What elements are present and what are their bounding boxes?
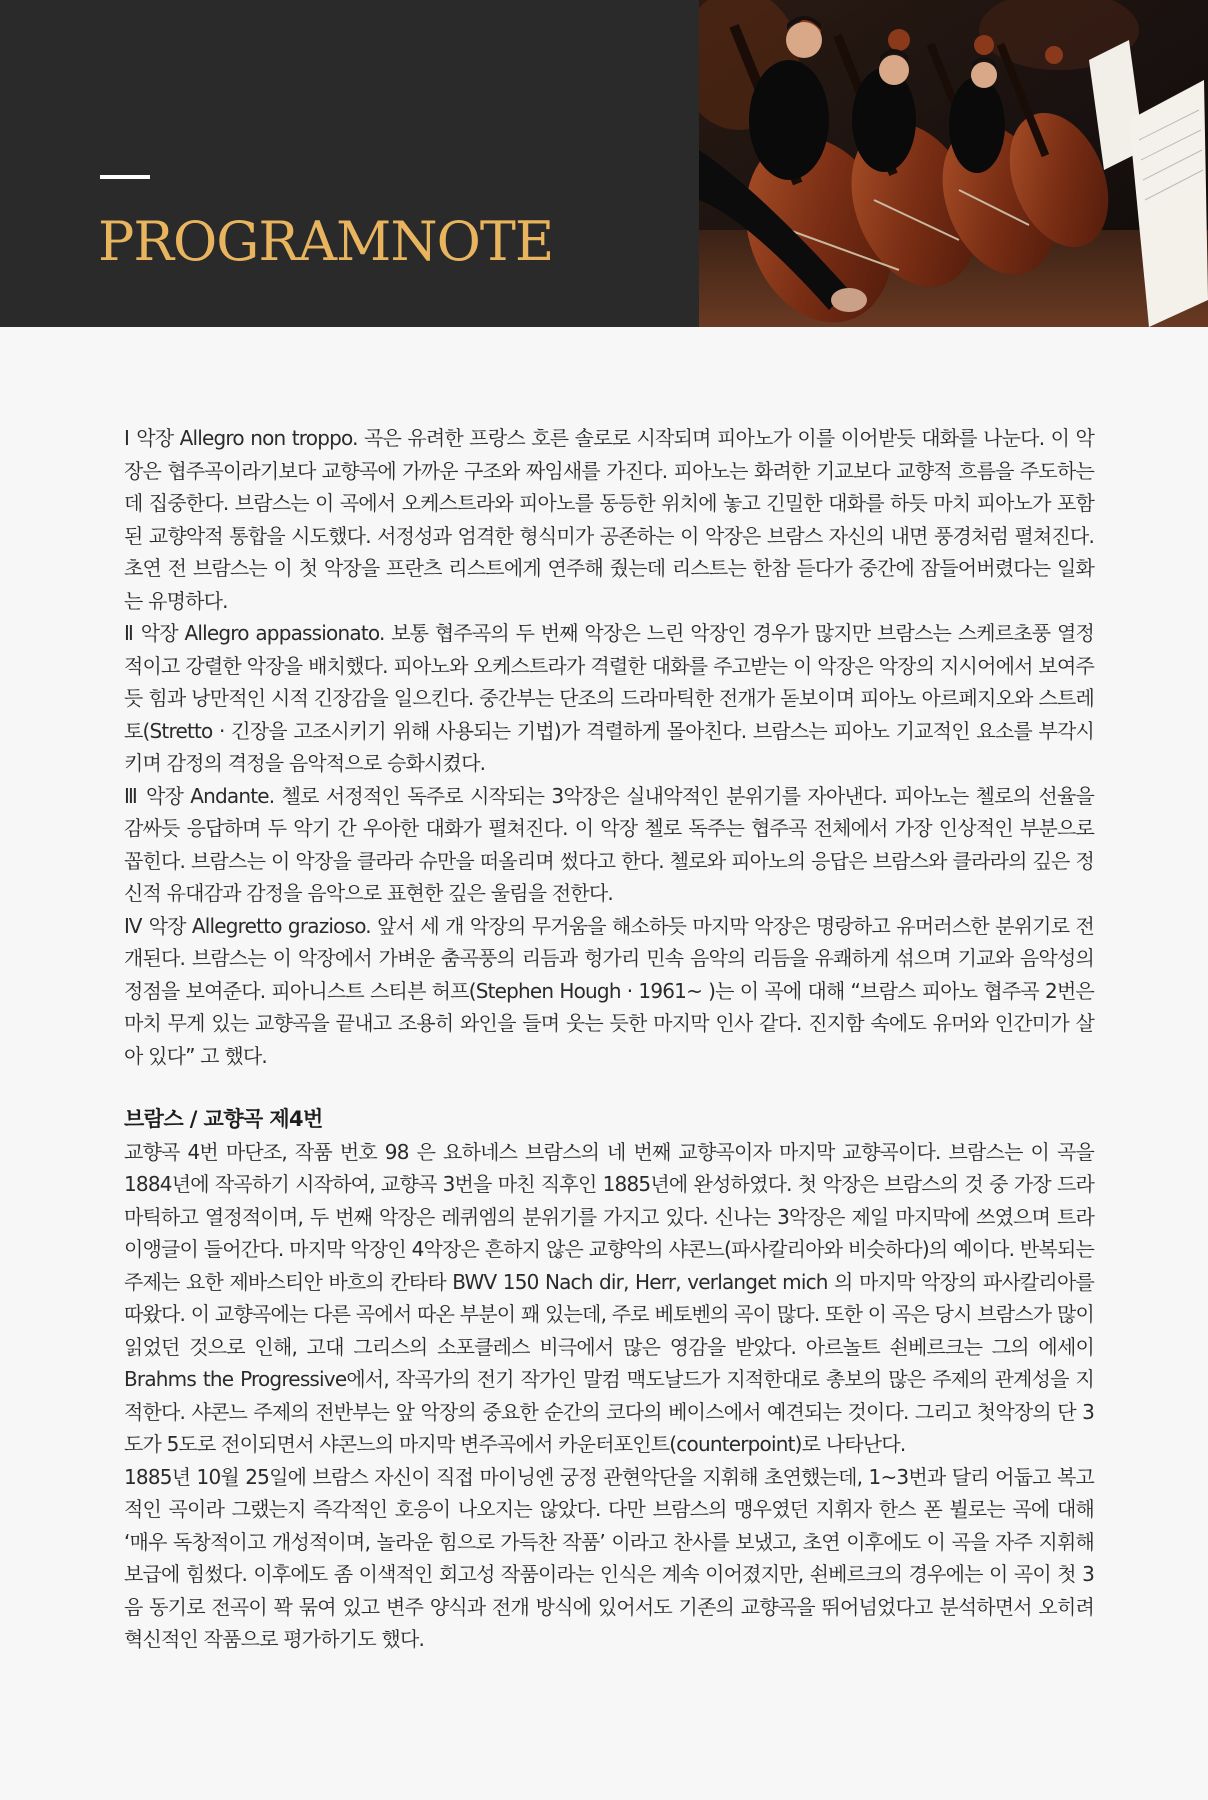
header-banner xyxy=(0,0,1208,327)
symphony-paragraph-1: 교향곡 4번 마단조, 작품 번호 98 은 요하네스 브람스의 네 번째 교향곡이자 마지막 교향곡이다. 브람스는 이 곡을 1884년에 작곡하기 시작하여, 교향곡 3번을 마친 직후인 1885년에 완성하였다. 첫 악장은 브람스의 것 중 가장 드라마틱하고 열정적이며, 두 번째 악장은 레퀴엠의 분위기를 가지고 있다. 신나는 3악장은 제일 마지막에 쓰였으며 트라이앵글이 들어간다. 마지막 악장인 4악장은 흔하지 않은 교향악의 샤콘느(파사칼리아와 비슷하다)의 예이다. 반복되는 주제는 요한 제바스티안 바흐의 칸타타 BWV 150 Nach dir, Herr, verlanget mich 의 마지막 악장의 파사칼리아를 따왔다. 이 교향곡에는 다른 곡에서 따온 부분이 꽤 있는데, 주로 베토벤의 곡이 많다. 또한 이 곡은 당시 브람스가 많이 읽었던 것으로 인해, 고대 그리스의 소포클레스 비극에서 많은 영감을 받았다. 아르놀트 쇤베르크는 그의 에세이 Brahms the Progressive에서, 작곡가의 전기 작가인 말컴 맥도날드가 지적한대로 총보의 많은 주제의 관계성을 지적한다. 샤콘느 주제의 전반부는 앞 악장의 중요한 순간의 코다의 베이스에서 예견되는 것이다. 그리고 첫악장의 단 3도가 5도로 전이되면서 샤콘느의 마지막 변주곡에서 카운터포인트(counterpoint)로 나타난다. xyxy=(124,1139,1094,1456)
program-note-article xyxy=(124,422,1094,1656)
movement-2-paragraph: Ⅱ 악장 Allegro appassionato. 보통 협주곡의 두 번째 악장은 느린 악장인 경우가 많지만 브람스는 스케르초풍 열정적이고 강렬한 악장을 배치했다. 피아노와 오케스트라가 격렬한 대화를 주고받는 이 악장은 악장의 지시어에서 보여주듯 힘과 낭만적인 시적 긴장감을 일으킨다. 중간부는 단조의 드라마틱한 전개가 돋보이며 피아노 아르페지오와 스트레토(Stretto · 긴장을 고조시키기 위해 사용되는 기법)가 격렬하게 몰아친다. 브람스는 피아노 기교적인 요소를 부각시키며 감정의 격정을 음악적으로 승화시켰다. xyxy=(124,621,1094,775)
page-title: PROGRAMNOTE xyxy=(98,210,554,273)
movement-4-paragraph: Ⅳ 악장 Allegretto grazioso. 앞서 세 개 악장의 무거움을 해소하듯 마지막 악장은 명랑하고 유머러스한 분위기로 전개된다. 브람스는 이 악장에서 가벼운 춤곡풍의 리듬과 헝가리 민속 음악의 리듬을 유쾌하게 섞으며 기교와 음악성의 정점을 보여준다. 피아니스트 스티븐 허프(Stephen Hough · 1961~ )는 이 곡에 대해 “브람스 피아노 협주곡 2번은 마치 무게 있는 교향곡을 끝내고 조용히 와인을 들며 웃는 듯한 마지막 인사 같다. 진지함 속에도 유머와 인간미가 살아 있다” 고 했다. xyxy=(124,913,1094,1068)
movement-3-paragraph: Ⅲ 악장 Andante. 첼로 서정적인 독주로 시작되는 3악장은 실내악적인 분위기를 자아낸다. 피아노는 첼로의 선율을 감싸듯 응답하며 두 악기 간 우아한 대화가 펼쳐진다. 이 악장 첼로 독주는 협주곡 전체에서 가장 인상적인 부분으로 꼽힌다. 브람스는 이 악장을 클라라 슈만을 떠올리며 썼다고 한다. 첼로와 피아노의 응답은 브람스와 클라라의 깊은 정신적 유대감과 감정을 음악으로 표현한 깊은 울림을 전한다. xyxy=(124,783,1094,905)
title-dash-decoration xyxy=(100,175,150,179)
movement-1-paragraph: Ⅰ 악장 Allegro non troppo. 곡은 유려한 프랑스 호른 솔로로 시작되며 피아노가 이를 이어받듯 대화를 나눈다. 이 악장은 협주곡이라기보다 교향곡에 가까운 구조와 짜임새를 가진다. 피아노는 화려한 기교보다 교향적 흐름을 주도하는 데 집중한다. 브람스는 이 곡에서 오케스트라와 피아노를 동등한 위치에 놓고 긴밀한 대화를 하듯 마치 피아노가 포함된 교향악적 통합을 시도했다. 서정성과 엄격한 형식미가 공존하는 이 악장은 브람스 자신의 내면 풍경처럼 펼쳐진다. 초연 전 브람스는 이 첫 악장을 프란츠 리스트에게 연주해 줬는데 리스트는 한참 듣다가 중간에 잠들어버렸다는 일화는 유명하다. xyxy=(124,426,1094,613)
double-bass-players-photo xyxy=(699,0,1208,327)
section-heading: 브람스 / 교향곡 제4번 xyxy=(124,1107,323,1131)
section-spacer xyxy=(124,1072,1094,1103)
symphony-paragraph-2: 1885년 10월 25일에 브람스 자신이 직접 마이닝엔 궁정 관현악단을 지휘해 초연했는데, 1~3번과 달리 어둡고 복고적인 곡이라 그랬는지 즉각적인 호응이 나오지는 않았다. 다만 브람스의 맹우였던 지휘자 한스 폰 뷜로는 곡에 대해 ‘매우 독창적이고 개성적이며, 놀라운 힘으로 가득찬 작품’ 이라고 찬사를 보냈고, 초연 이후에도 이 곡을 자주 지휘해 보급에 힘썼다. 이후에도 좀 이색적인 회고성 작품이라는 인식은 계속 이어졌지만, 쇤베르크의 경우에는 이 곡이 첫 3음 동기로 전곡이 꽉 묶여 있고 변주 양식과 전개 방식에 있어서도 기존의 교향곡을 뛰어넘었다고 분석하면서 오히려 혁신적인 작품으로 평가하기도 했다. xyxy=(124,1464,1094,1651)
